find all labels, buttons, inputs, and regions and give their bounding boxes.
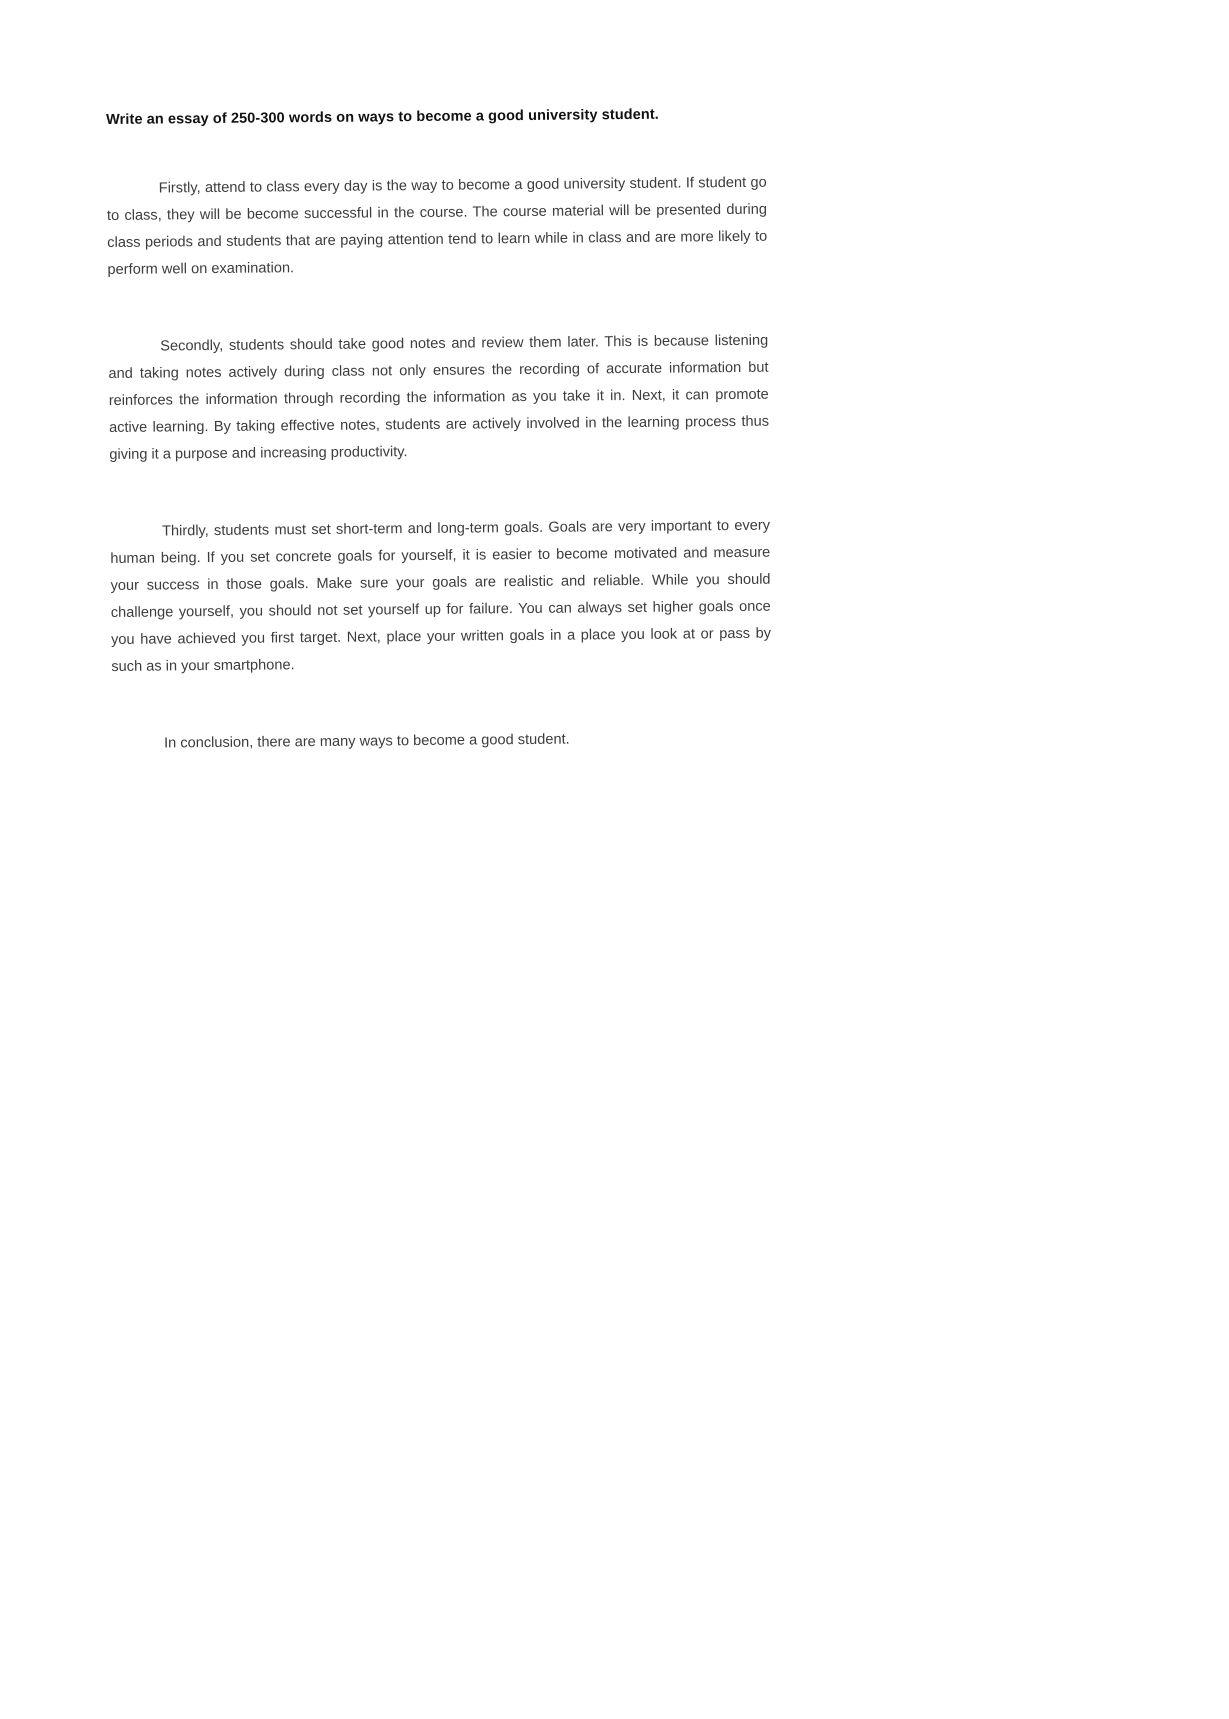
paragraph-conclusion: In conclusion, there are many ways to become a good student. [163,731,570,752]
essay-prompt-title: Write an essay of 250-300 words on ways to become a good university student. [106,106,659,128]
paragraph-firstly: Firstly, attend to class every day is the way to become a good university student. If student go to class, they will be become successful in the course. The course material will be presented during class periods and students that are paying attention tend to learn while in class and are more likely to perform well on examination. [106,174,768,278]
paragraph-secondly: Secondly, students should take good notes and review them later. This is because listening and taking notes actively during class not only ensures the recording of accurate information but reinforces the information through recording the information as you take it in. Next, it can promote active learning. By taking effective notes, students are actively involved in the learning process thus giving it a purpose and increasing productivity. [108,332,770,463]
essay-body [106,106,772,758]
paragraph-thirdly: Thirdly, students must set short-term and long-term goals. Goals are very important to every human being. If you set concrete goals for yourself, it is easier to become motivated and measure your success in those goals. Make sure your goals are realistic and reliable. While you should challenge yourself, you should not set yourself up for failure. You can always set higher goals once you have achieved you first target. Next, place your written goals in a place you look at or pass by such as in your smartphone. [110,517,772,675]
